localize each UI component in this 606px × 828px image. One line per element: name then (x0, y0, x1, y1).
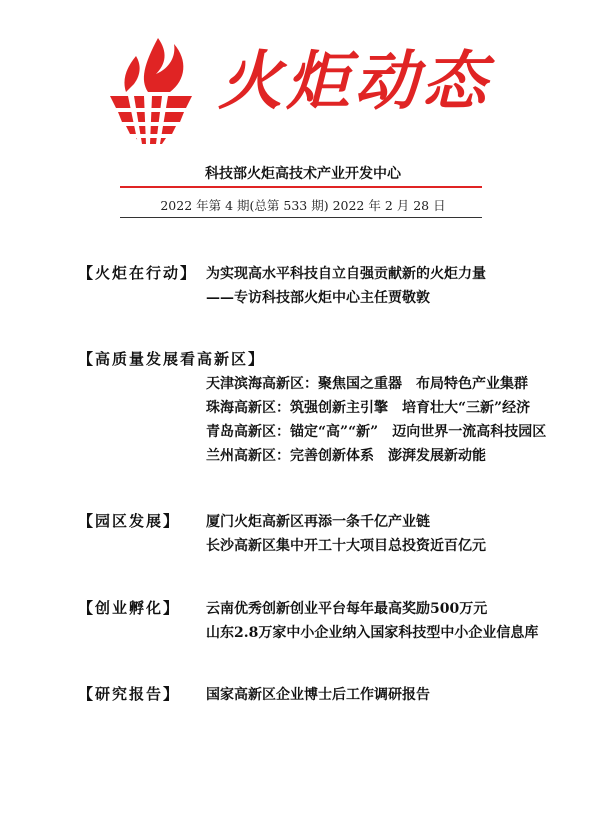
section-label: 【创业孵化】 (78, 599, 181, 617)
section-items (206, 597, 538, 645)
publisher-name: 科技部火炬高技术产业开发中心 (205, 166, 401, 182)
torch-logo-icon (96, 34, 206, 146)
article-title[interactable]: 兰州高新区：完善创新体系 澎湃发展新动能 (206, 448, 486, 464)
article-title[interactable]: 云南优秀创新创业平台每年最高奖励500万元 (206, 601, 488, 617)
black-divider (120, 217, 482, 218)
red-divider (120, 186, 482, 188)
section-items (206, 262, 486, 310)
issue-line: 2022 年第 4 期(总第 533 期) 2022 年 2 月 28 日 (160, 198, 446, 213)
section-label: 【园区发展】 (78, 512, 181, 530)
section-items (206, 372, 546, 468)
masthead-title: 火炬动态 (218, 45, 490, 119)
section-items (206, 683, 430, 707)
section-label: 【研究报告】 (78, 685, 181, 703)
article-title[interactable]: 为实现高水平科技自立自强贡献新的火炬力量 (206, 266, 486, 282)
article-title[interactable]: 珠海高新区：筑强创新主引擎 培育壮大“三新”经济 (206, 400, 531, 416)
section-items (206, 510, 486, 558)
article-title[interactable]: 天津滨海高新区：聚焦国之重器 布局特色产业集群 (206, 376, 528, 392)
section-label: 【高质量发展看高新区】 (78, 350, 266, 368)
article-title[interactable]: 国家高新区企业博士后工作调研报告 (206, 687, 430, 703)
section-label: 【火炬在行动】 (78, 264, 198, 282)
article-subtitle[interactable]: ——专访科技部火炬中心主任贾敬敦 (206, 290, 430, 306)
masthead (96, 34, 516, 146)
article-title[interactable]: 山东2.8万家中小企业纳入国家科技型中小企业信息库 (206, 625, 539, 641)
article-title[interactable]: 厦门火炬高新区再添一条千亿产业链 (206, 514, 430, 530)
article-title[interactable]: 青岛高新区：锚定“高”“新” 迈向世界一流高科技园区 (206, 424, 547, 440)
article-title[interactable]: 长沙高新区集中开工十大项目总投资近百亿元 (206, 538, 486, 554)
